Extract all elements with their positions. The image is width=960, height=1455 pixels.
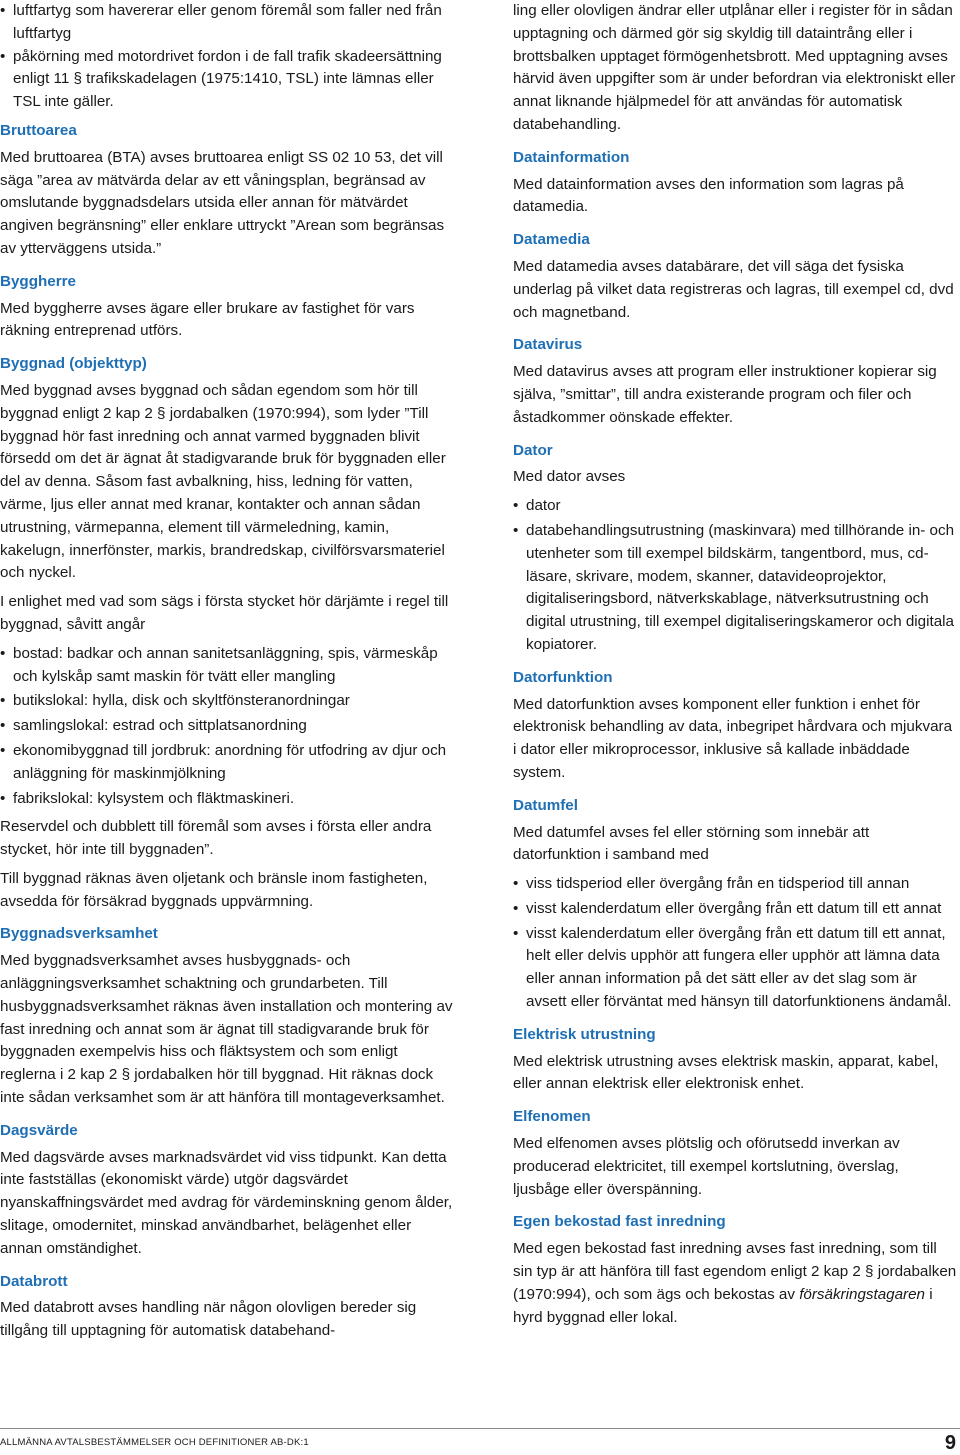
list-item: • fabrikslokal: kylsystem och fläktmaskineri. [0,788,456,811]
section-body-byggnad-p1: Med byggnad avses byggnad och sådan egendom som hör till byggnad enligt 2 kap 2 § jordabalken (1970:994), som lyder ”Till byggnad hör fast inredning och annat varmed byggnaden blivit försedd om det är ägnat åt stadigvarande bruk för byggnaden eller del av denna. Såsom fast avbalkning, hiss, ledning för vatten, värme, ljus eller annat med kranar, kontakter och annan sådan utrustning, värmepanna, element till värmeledning, kamin, kakelugn, innerfönster, markis, brandredskap, civilförsvarsmateriel och nyckel. [0,381,446,582]
section-body-byggnadsverksamhet: Med byggnadsverksamhet avses husbyggnads- och anläggningsverksamhet schaktning och grundarbeten. Till husbyggnadsverksamhet räknas även installation och montering av fast inredning och annat som är ägnat till stadigvarande bruk för byggnaden exempelvis hiss och fläktsystem och som enligt reglerna i 2 kap 2 § jordabalken hör till byggnad. Hit räknas dock inte sådan verksamhet som är att hänföra till montageverksamhet. [0,952,453,1107]
list-item: • dator [513,495,958,518]
section-heading-datorfunktion: Datorfunktion [513,668,613,686]
list-item: • visst kalenderdatum eller övergång från ett datum till ett annat, helt eller delvis upphör att fungera eller upphör att lämna data eller annan information på det sätt eller av det slag som är avsett eller förväntat med hänsyn till datorfunktionens ändamål. [513,923,958,1014]
body-text-end: i hyrd byggnad eller lokal. [513,1285,933,1326]
list-item: • ekonomibyggnad till jordbruk: anordning för utfodring av djur och anläggning för maskinmjölkning [0,740,456,786]
dator-bullet-list [513,495,958,657]
section-intro-datumfel: Med datumfel avses fel eller störning som innebär att datorfunktion i samband med [513,823,870,864]
list-item: • databehandlingsutrustning (maskinvara) med tillhörande in- och utenheter som till exempel bildskärm, tangentbord, mus, cd-läsare, skrivare, modem, skanner, datavideoprojektor, digitaliseringsbord, nätverkskablage, nätverksutrustning och digital utrustning, till exempel digitaliseringskameror och digitala kopiatorer. [513,520,958,657]
section-heading-dagsvarde: Dagsvärde [0,1121,78,1139]
intro-bullet-list [0,0,456,114]
footer-divider [0,1428,960,1429]
list-item: • butikslokal: hylla, disk och skyltfönsteranordningar [0,690,456,713]
section-body-databrott-continued: ling eller olovligen ändrar eller utplånar eller i register för in sådan upptagning och därmed gör sig skyldig till dataintrång eller i brottsbalken upptaget förmögenhetsbrott. Med upptagning avses härvid även uppgifter som är under befordran via elektroniskt eller annat liknande hjälpmedel för att användas för automatisk databehandling. [513,2,956,133]
section-body-databrott: Med databrott avses handling när någon olovligen bereder sig tillgång till upptagning för automatisk databehand- [0,1299,417,1340]
section-body-elektrisk-utrustning: Med elektrisk utrustning avses elektrisk maskin, apparat, kabel, eller annan elektrisk eller elektronisk enhet. [513,1052,939,1093]
footer-title: ALLMÄNNA AVTALSBESTÄMMELSER OCH DEFINITIONER AB-DK:1 [0,1437,309,1448]
section-heading-datumfel: Datumfel [513,796,578,814]
section-heading-byggherre: Byggherre [0,272,76,290]
section-heading-bruttoarea: Bruttoarea [0,121,77,139]
section-heading-datamedia: Datamedia [513,231,590,249]
section-body-byggherre: Med byggherre avses ägare eller brukare av fastighet för vars räkning entreprenad utförs. [0,299,415,340]
byggnad-bullet-list [0,643,456,811]
section-body-bruttoarea: Med bruttoarea (BTA) avses bruttoarea enligt SS 02 10 53, det vill säga ”area av mätvärda delar av ett våningsplan, begränsad av omslutande byggnadsdelars utsida eller annan för mätvärdet angiven begränsning” eller enklare uttryckt ”Arean som begränsas av ytterväggens utsida.” [0,148,445,257]
section-body-datorfunktion: Med datorfunktion avses komponent eller funktion i enhet för elektronisk behandling av data, inbegripet hårdvara och mjukvara i dator eller mikroprocessor, inklusive så kallade inbäddade system. [513,695,953,781]
list-item: • samlingslokal: estrad och sittplatsanordning [0,715,456,738]
section-intro-dator: Med dator avses [513,468,626,486]
section-heading-elektrisk-utrustning: Elektrisk utrustning [513,1025,656,1043]
section-body-elfenomen: Med elfenomen avses plötslig och oförutsedd inverkan av producerad elektricitet, till exempel kortslutning, överslag, ljusbåge eller överspänning. [513,1135,900,1198]
list-item: • visst kalenderdatum eller övergång från ett datum till ett annat [513,898,958,921]
section-body-byggnad-p2: I enlighet med vad som sägs i första stycket hör därjämte i regel till byggnad, såvitt angår [0,593,449,633]
section-body-byggnad-p4: Till byggnad räknas även oljetank och bränsle inom fastigheten, avsedda för försäkrad byggnads uppvärmning. [0,869,428,910]
section-heading-elfenomen: Elfenomen [513,1108,591,1126]
list-item: • viss tidsperiod eller övergång från en tidsperiod till annan [513,873,958,896]
section-body-dagsvarde: Med dagsvärde avses marknadsvärdet vid viss tidpunkt. Kan detta inte fastställas (ekonomiskt värde) utgör dagsvärdet nyanskaffningsvärdet med avdrag för värdeminskning genom ålder, slitage, omodernitet, minskad användbarhet, belägenhet eller annan omständighet. [0,1148,453,1257]
section-heading-dator: Dator [513,441,553,459]
section-heading-egen-bekostad-fast-inredning: Egen bekostad fast inredning [513,1213,726,1231]
section-heading-datainformation: Datainformation [513,148,630,166]
section-heading-databrott: Databrott [0,1272,68,1290]
right-column [513,0,958,1335]
section-body-datainformation: Med datainformation avses den information som lagras på datamedia. [513,175,904,216]
section-body-datamedia: Med datamedia avses databärare, det vill säga det fysiska underlag på vilket data registreras och lagras, till exempel cd, dvd och magnetband. [513,257,954,321]
section-body-byggnad-p3: Reservdel och dubblett till föremål som avses i första eller andra stycket, hör inte till byggnaden”. [0,818,432,859]
list-item: • bostad: badkar och annan sanitetsanläggning, spis, värmeskåp och kylskåp samt maskin för tvätt eller mangling [0,643,456,689]
section-body-datavirus: Med datavirus avses att program eller instruktioner kopierar sig själva, ”smittar”, till andra existerande program och filer och åstadkommer oönskade effekter. [513,363,937,426]
section-heading-byggnad: Byggnad (objekttyp) [0,355,147,373]
left-column [0,0,456,1349]
section-heading-datavirus: Datavirus [513,336,583,354]
section-heading-byggnadsverksamhet: Byggnadsverksamhet [0,925,158,943]
body-text-start: Med egen bekostad fast inredning avses fast inredning, som till sin typ är att hänföra till fast egendom enligt 2 kap 2 § jordabalken (1970:994), och som ägs och bekostas av [513,1240,957,1303]
datumfel-bullet-list [513,873,958,1014]
list-item: • påkörning med motordrivet fordon i de fall trafik skadeersättning enligt 11 § trafikskadelagen (1975:1410, TSL) inte lämnas eller TSL inte gäller. [0,46,456,114]
list-item: • luftfartyg som havererar eller genom föremål som faller ned från luftfartyg [0,0,456,46]
page-number: 9 [944,1432,956,1454]
section-body-egen-bekostad-fast-inredning [513,1238,958,1329]
body-text-emphasis: försäkringstagaren [799,1285,925,1303]
